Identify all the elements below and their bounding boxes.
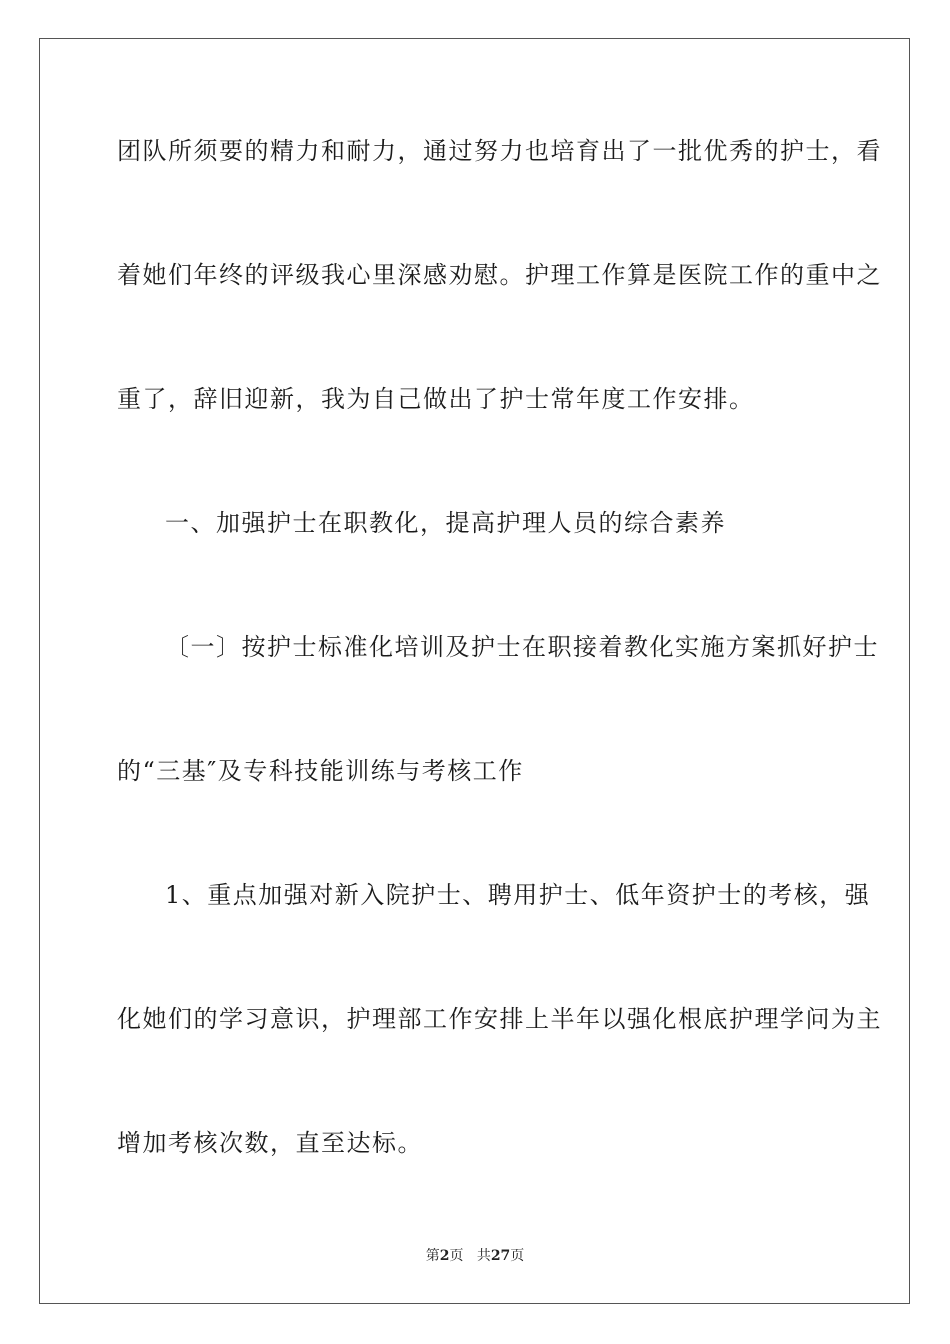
total-suffix: 页 <box>510 1248 525 1264</box>
total-pages: 27 <box>490 1248 511 1264</box>
paragraph-line: 团队所须要的精力和耐力，通过努力也培育出了一批优秀的护士，看 <box>117 137 882 165</box>
page-prefix: 第 <box>425 1248 440 1264</box>
list-item: 1、重点加强对新入院护士、聘用护士、低年资护士的考核，强 <box>165 881 871 909</box>
paragraph-line: 重了，辞旧迎新，我为自己做出了护士常年度工作安排。 <box>117 385 755 413</box>
paragraph-line: 着她们年终的评级我心里深感劝慰。护理工作算是医院工作的重中之 <box>117 261 882 289</box>
subsection-heading: 〔一〕按护士标准化培训及护士在职接着教化实施方案抓好护士 <box>165 633 879 661</box>
paragraph-line: 化她们的学习意识，护理部工作安排上半年以强化根底护理学问为主 <box>117 1005 882 1033</box>
page-suffix: 页 <box>449 1248 464 1264</box>
page-number: 2 <box>439 1248 450 1264</box>
total-prefix: 共 <box>476 1248 491 1264</box>
section-heading: 一、加强护士在职教化，提高护理人员的综合素养 <box>165 509 726 537</box>
paragraph-line: 的“三基″及专科技能训练与考核工作 <box>117 757 524 785</box>
page-border <box>39 38 910 1304</box>
paragraph-line: 增加考核次数，直至达标。 <box>117 1129 423 1157</box>
page-footer <box>0 1246 950 1266</box>
